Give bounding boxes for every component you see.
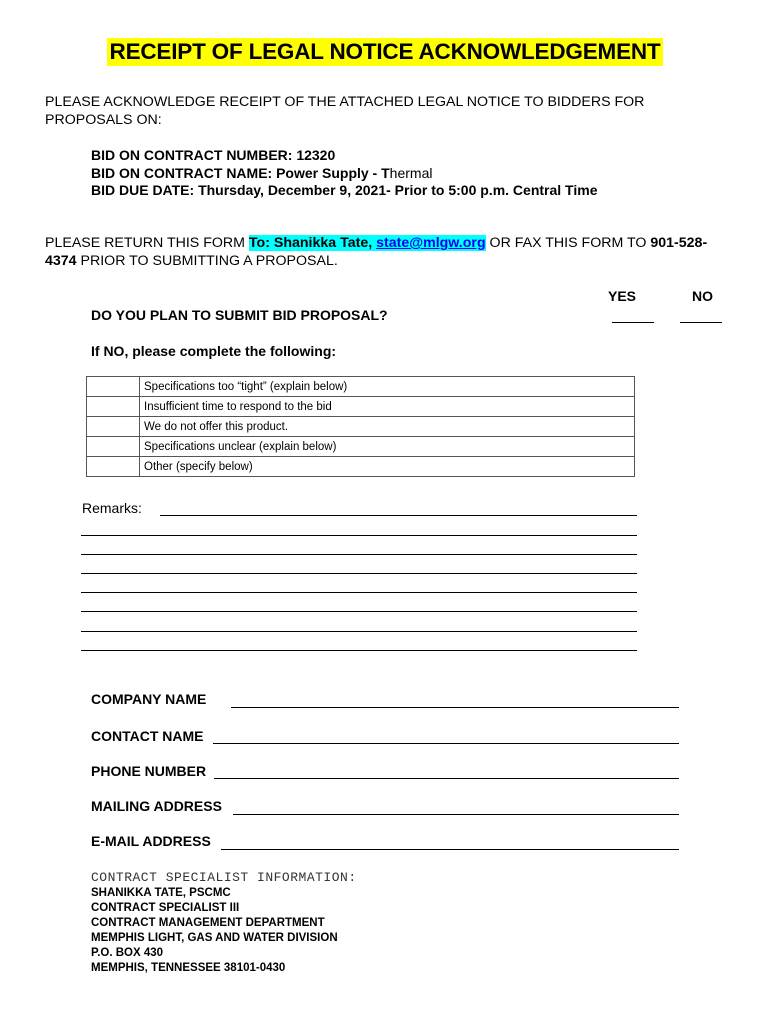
remarks-line[interactable] xyxy=(81,573,637,574)
remarks-line[interactable] xyxy=(81,535,637,536)
company-name-line[interactable] xyxy=(231,707,679,708)
specialist-line: CONTRACT SPECIALIST III xyxy=(91,902,240,914)
reason-label: We do not offer this product. xyxy=(140,417,635,437)
remarks-line[interactable] xyxy=(81,554,637,555)
remarks-line[interactable] xyxy=(81,631,637,632)
contract-name-tail: hermal xyxy=(389,164,433,181)
no-blank[interactable] xyxy=(680,322,722,323)
reason-checkbox[interactable] xyxy=(87,377,140,397)
remarks-line[interactable] xyxy=(81,592,637,593)
return-to-name xyxy=(249,235,486,251)
reason-label: Other (specify below) xyxy=(140,457,635,477)
mailing-address-label: MAILING ADDRESS xyxy=(91,798,222,814)
return-to-name-text: To: Shanikka Tate, xyxy=(248,235,373,251)
reason-checkbox[interactable] xyxy=(87,457,140,477)
company-name-label: COMPANY NAME xyxy=(91,691,207,707)
specialist-line: CONTRACT MANAGEMENT DEPARTMENT xyxy=(91,917,325,929)
return-prefix: PLEASE RETURN THIS FORM xyxy=(45,235,249,251)
table-row xyxy=(87,397,635,417)
remarks-line[interactable] xyxy=(81,611,637,612)
reason-checkbox[interactable] xyxy=(87,437,140,457)
remarks-line[interactable] xyxy=(160,515,637,516)
specialist-line: MEMPHIS LIGHT, GAS AND WATER DIVISION xyxy=(91,932,338,944)
specialist-info xyxy=(91,886,338,976)
reasons-table xyxy=(86,376,635,477)
bid-question: DO YOU PLAN TO SUBMIT BID PROPOSAL? xyxy=(91,307,388,323)
remarks-line[interactable] xyxy=(81,650,637,651)
table-row xyxy=(87,417,635,437)
contact-name-label: CONTACT NAME xyxy=(91,728,204,744)
email-link[interactable]: state@mlgw.org xyxy=(376,235,486,251)
return-middle: OR FAX THIS FORM TO xyxy=(485,235,651,251)
no-label: NO xyxy=(692,288,713,304)
email-address-label: E-MAIL ADDRESS xyxy=(91,833,211,849)
if-no-heading: If NO, please complete the following: xyxy=(91,343,337,359)
contract-number: BID ON CONTRACT NUMBER: 12320 xyxy=(91,147,336,163)
mailing-address-line[interactable] xyxy=(233,814,679,815)
yes-blank[interactable] xyxy=(612,322,654,323)
contract-name-label: BID ON CONTRACT NAME: Power Supply - T xyxy=(91,164,390,181)
fax-number: 901-528-4374 xyxy=(45,235,708,269)
email-address-line[interactable] xyxy=(221,849,679,850)
specialist-line: P.O. BOX 430 xyxy=(91,947,164,959)
table-row xyxy=(87,437,635,457)
yes-label: YES xyxy=(608,288,637,304)
phone-number-line[interactable] xyxy=(214,778,679,779)
phone-number-label: PHONE NUMBER xyxy=(91,763,207,779)
intro-text: PLEASE ACKNOWLEDGE RECEIPT OF THE ATTACHED LEGAL NOTICE TO BIDDERS FOR PROPOSALS ON: xyxy=(45,94,645,128)
table-row xyxy=(87,457,635,477)
reason-checkbox[interactable] xyxy=(87,417,140,437)
return-suffix: PRIOR TO SUBMITTING A PROPOSAL. xyxy=(76,252,338,269)
remarks-label: Remarks: xyxy=(82,500,142,516)
contact-name-line[interactable] xyxy=(213,743,679,744)
title-wrap xyxy=(0,38,770,66)
specialist-line: MEMPHIS, TENNESSEE 38101-0430 xyxy=(91,962,286,974)
return-instructions xyxy=(45,235,725,270)
reason-label: Insufficient time to respond to the bid xyxy=(140,397,635,417)
reason-label: Specifications too “tight” (explain below) xyxy=(140,377,635,397)
reason-checkbox[interactable] xyxy=(87,397,140,417)
due-date: BID DUE DATE: Thursday, December 9, 2021- Prior to 5:00 p.m. Central Time xyxy=(91,182,598,198)
specialist-heading: CONTRACT SPECIALIST INFORMATION: xyxy=(91,870,357,885)
specialist-line: SHANIKKA TATE, PSCMC xyxy=(91,887,231,899)
bid-info xyxy=(91,147,651,200)
table-row xyxy=(87,377,635,397)
reason-label: Specifications unclear (explain below) xyxy=(140,437,635,457)
page-title: RECEIPT OF LEGAL NOTICE ACKNOWLEDGEMENT xyxy=(107,38,664,66)
contract-name xyxy=(91,165,651,183)
